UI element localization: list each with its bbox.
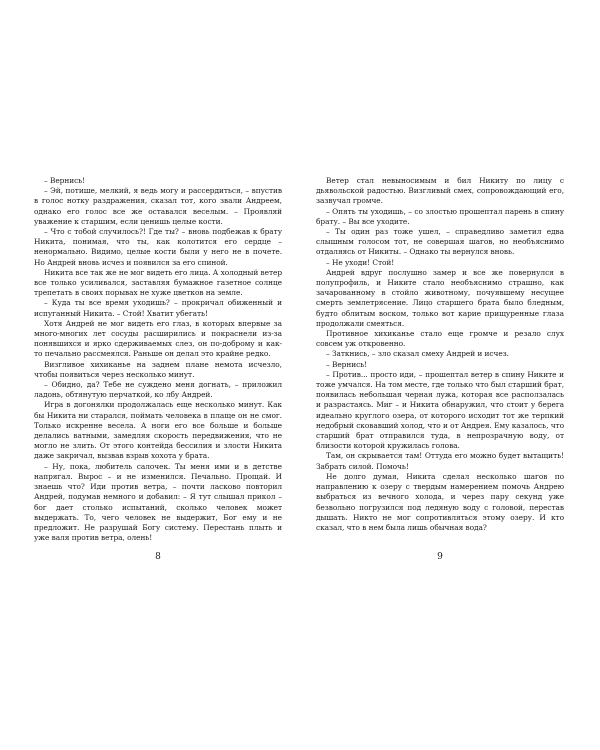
paragraph: – Куда ты все время уходишь? – прокричал обиженный и испуганный Никита. – Стой! Хватит убегать! — [34, 298, 282, 318]
paragraph: – Эй, потише, мелкий, я ведь могу и рассердиться, – впустив в голос нотку раздражения, сказал тот, кого звали Андреем, однако его голос все же оставался веселым. – Проявляй уважение к старшим, если ценишь целые кости. — [34, 186, 282, 226]
paragraph: – Что с тобой случилось?! Где ты? – вновь подбежав к брату Никита, понимая, что ты, как колотится его сердце – ненормально. Видимо, целые кости были у него не в почете. Но Андрей вновь исчез и появился за его спиной. — [34, 227, 282, 267]
paragraph: – Вернись! — [44, 176, 86, 185]
paragraph: – Не уходи! Стой! — [326, 257, 395, 267]
paragraph: Андрей вдруг послушно замер и все же повернулся в полупрофиль, и Никите стало необъяснимо страшно, как зачарованному в стойло животному, почуявшему несущее смерть землетрясение. Лицо старшего брата было бледным, будто облитым воском, только вот карие прищуренные глаза продолжали смеяться. — [316, 267, 564, 328]
paragraph: Не долго думая, Никита сделал несколько шагов по направлению к озеру с твердым намерением помочь Андрею выбраться из вечного холода, и через пару секунд уже безвольно погрузился под ледяную воду с головой, перестав дышать. Никто не мог сопротивляться этому озеру. И кто сказал, что в нем была лишь обычная вода? — [316, 471, 564, 532]
left-page-text — [34, 176, 282, 543]
paragraph: Там, он скрывается там! Оттуда его можно будет вытащить! Забрать силой. Помочь! — [316, 451, 564, 471]
paragraph: – Против... просто иди, – прошептал ветер в спину Никите и тоже умчался. На том месте, где только что был старший брат, появилась небольшая черная лужа, которая все расползалась и разрастаясь. Миг – и Никита обнаружил, что стоит у берега идеально круглого озера, от которого исходит тот же терпкий недобрый сковавший холод, что и от Андрея. Ему казалось, что старший брат отправился туда, в непрозрачную воду, от близости которой кружилась голова. — [316, 369, 564, 451]
paragraph: – Обидно, да? Тебе не суждено меня догнать, – приложил ладонь, обтянутую перчаткой, ко лбу Андрей. — [34, 380, 282, 400]
paragraph: – Опять ты уходишь, – со злостью прошептал парень в спину брату. – Вы все уходите. — [316, 206, 564, 226]
left-page-number: 8 — [155, 552, 161, 562]
paragraph: – Ты один раз тоже ушел, – справедливо заметил едва слышным голосом тот, не совершая шагов, но необъяснимо отдаляясь от Никиты. – Однако ты вернулся вновь. — [316, 227, 564, 257]
paragraph: Визгливое хихиканье на заднем плане немота исчезло, чтобы появиться через несколько минут. — [34, 359, 282, 379]
right-page-number: 9 — [437, 552, 443, 562]
right-page-text — [316, 176, 564, 533]
paragraph: – Ну, пока, любитель салочек. Ты меня ими и в детстве напрягал. Вырос – и не изменился. Печально. Прощай. И знаешь что? Иди против ветра, – почти ласково повторил Андрей, подумав немного и добавил: – Я тут слышал прикол – бог дает столько испытаний, сколько человек может выдержать. То, чего человек не выдержит, Бог ему и не предложит. Не разрушай Богу систему. Перестань плыть и уже валя против ветра, олень! — [34, 461, 282, 543]
paragraph: Никита все так же не мог видеть его лица. А холодный ветер все только усиливался, заставляя бумажное газетное солнце трепетать в своих порывах не хуже цветков на земле. — [34, 267, 283, 298]
paragraph: Ветер стал невыносимым и бил Никиту по лицу с дьявольской радостью. Визгливый смех, сопровождающий его, зазвучал громче. — [316, 176, 564, 206]
paragraph: Игра в догонялки продолжалась еще несколько минут. Как бы Никита ни старался, поймать человека в плаще он не смог. Только искренне весела. А ноги его все больше и больше делались ватными, замедляя скорость передвижения, что не могло не злить. От этого контейда бессилия и злости Никита даже закричал, вызвав взрыв хохота у брата. — [34, 400, 282, 461]
paragraph: Противное хихиканье стало еще громче и резало слух совсем уж откровенно. — [316, 329, 564, 349]
paragraph: Хотя Андрей не мог видеть его глаз, в которых впервые за много-многих лет сосуды расширились и покраснели из-за понявшихся и ярко сдерживаемых слез, он по-доброму и как-то печально рассмеялся. Раньше он делал это крайне редко. — [34, 318, 282, 359]
paragraph: – Вернись! — [326, 359, 368, 369]
paragraph: – Заткнись, – зло сказал смеху Андрей и исчез. — [326, 349, 509, 359]
